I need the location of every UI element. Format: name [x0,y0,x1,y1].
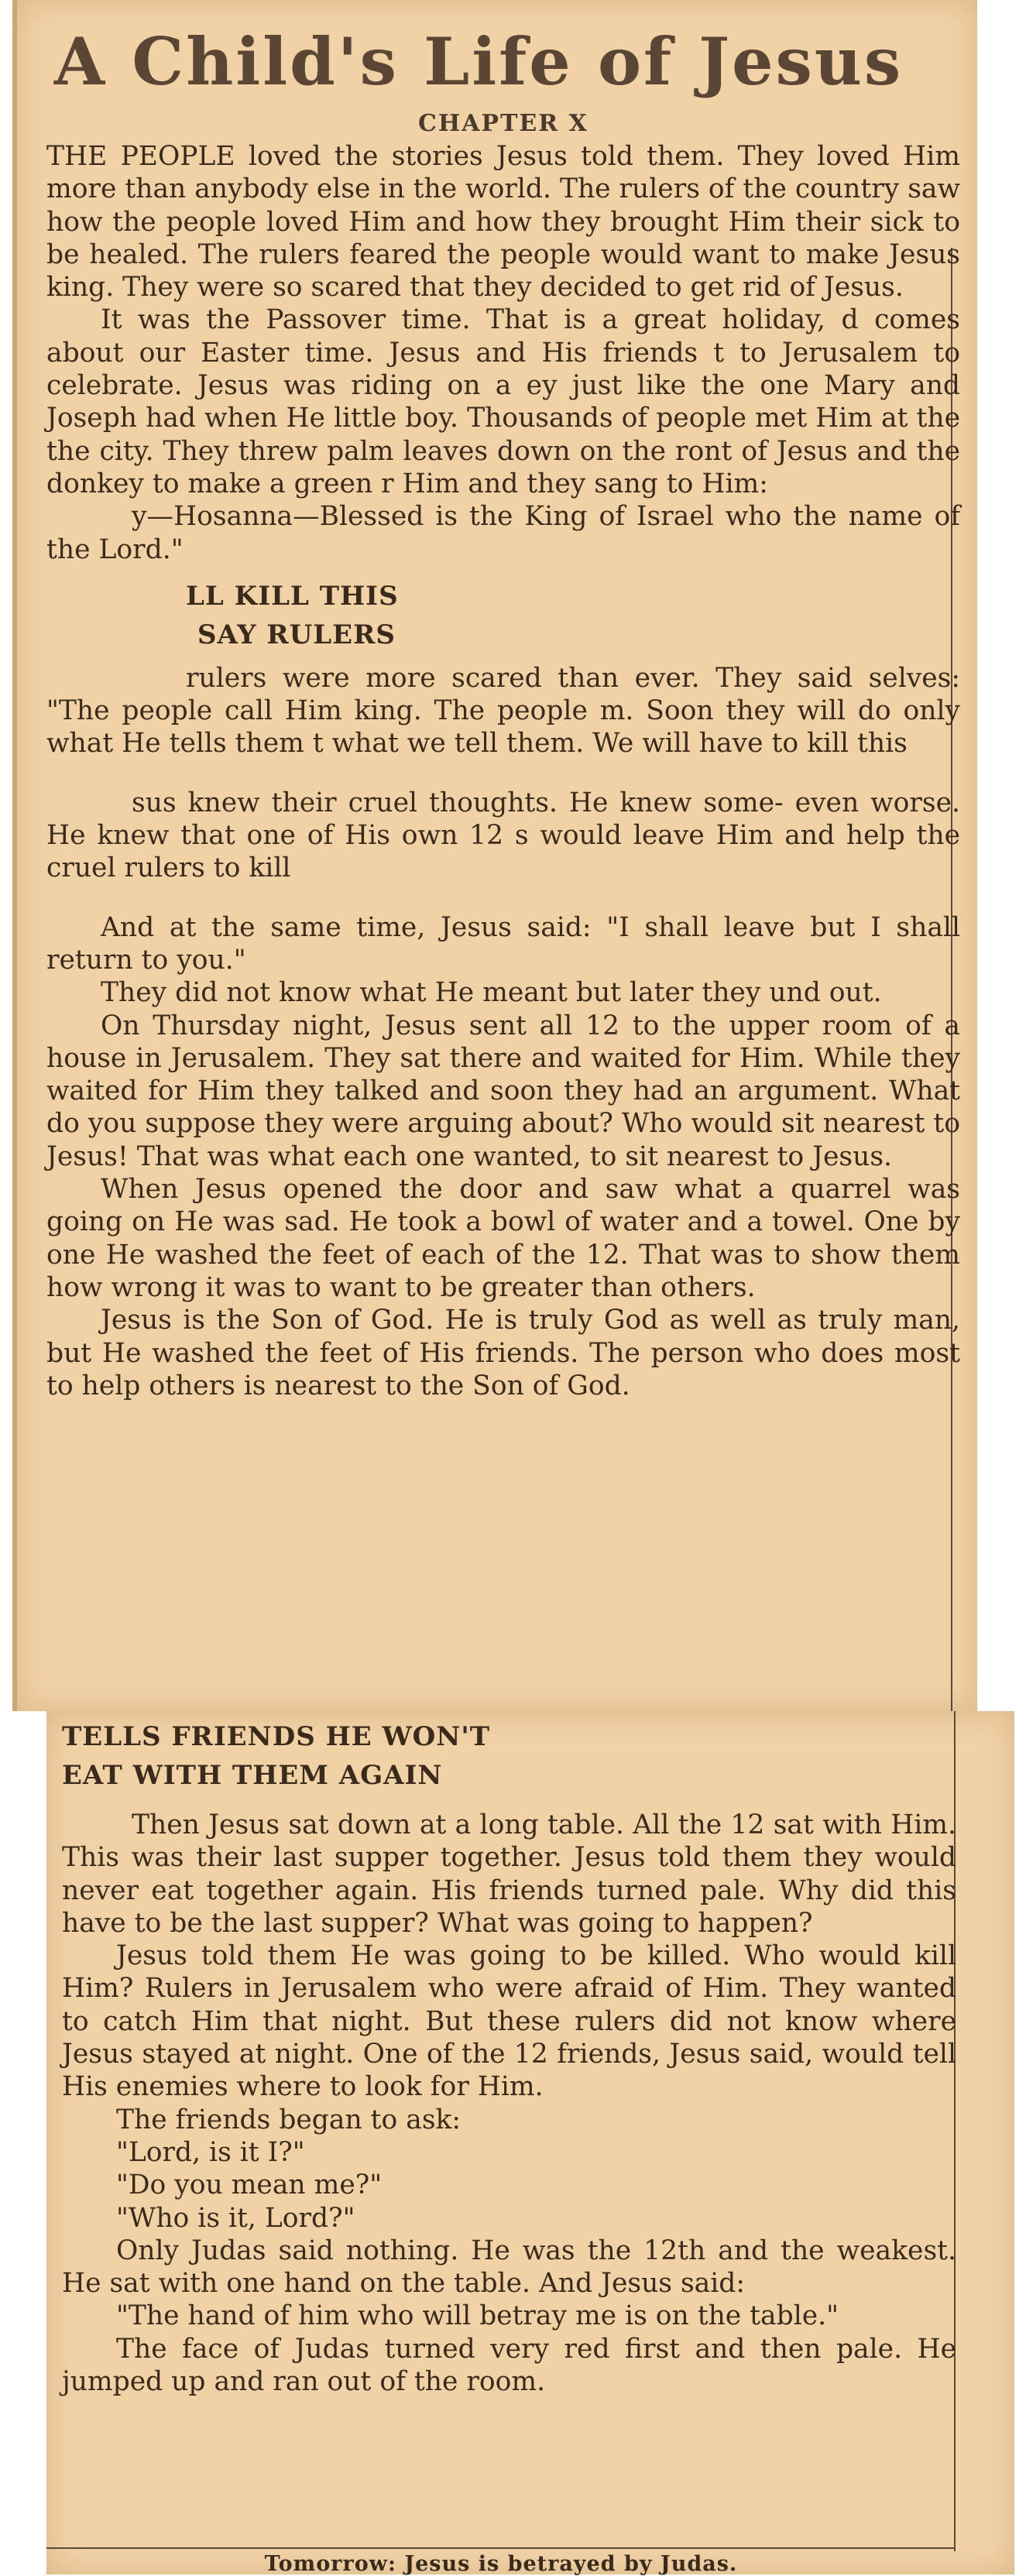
paragraph: rulers were more scared than ever. They said selves: "The people call Him king. The people m. Soon they will do only what He tells them t what we tell them. We will have to kill this [46,662,960,760]
paragraph: When Jesus opened the door and saw what a quarrel was going on He was sad. He took a bowl of water and a towel. One by one He washed the feet of each of the 12. That was to show them how wrong it was to want to be greater than others. [46,1174,960,1303]
subheading-line: TELLS FRIENDS HE WON'T [62,1721,491,1752]
paragraph: y—Hosanna—Blessed is the King of Israel who the name of the Lord." [46,501,960,565]
article-upper-column [46,0,960,1402]
paragraph: The face of Judas turned very red first and then pale. He jumped up and ran out of the room. [62,2333,956,2398]
paragraph: Then Jesus sat down at a long table. All the 12 sat with Him. This was their last supper together. Jesus told them they would never eat together again. His friends turned pale. Why did this have to be the last supper? What was going to happen? [62,1809,956,1939]
paragraph: THE PEOPLE loved the stories Jesus told them. They loved Him more than anybody else in the world. The rulers of the country saw how the people loved Him and how they brought Him their sick to be healed. The rulers feared the people would want to make Jesus king. They were so scared that they decided to get rid of Jesus. [46,141,961,304]
tomorrow-teaser: Tomorrow: Jesus is betrayed by Judas. [264,2552,738,2576]
subheading-line: EAT WITH THEM AGAIN [62,1760,443,1791]
subheading-line: LL KILL THIS [186,580,399,612]
paragraph: Only Judas said nothing. He was the 12th and the weakest. He sat with one hand on the table. And Jesus said: [62,2235,956,2300]
paragraph: They did not know what He meant but later they und out. [101,977,882,1009]
paragraph: And at the same time, Jesus said: "I shall leave but I shall return to you." [46,911,960,976]
paragraph: "The hand of him who will betray me is on the table." [116,2300,839,2332]
paragraph: "Who is it, Lord?" [116,2202,355,2234]
article-masthead: A Child's Life of Jesus [54,23,904,100]
paragraph: "Lord, is it I?" [116,2136,305,2168]
paragraph: The friends began to ask: [116,2104,462,2135]
paragraph: Jesus is the Son of God. He is truly God as well as truly man, but He washed the feet of His friends. The person who does most to help others is nearest to the Son of God. [46,1305,960,1401]
paragraph: On Thursday night, Jesus sent all 12 to the upper room of a house in Jerusalem. They sat there and waited for Him. While they waited for Him they talked and soon they had an argument. What do you suppose they were arguing about? Who would sit nearest to Jesus! That was what each one wanted, to sit nearest to Jesus. [46,1010,960,1172]
chapter-heading: CHAPTER X [418,110,588,137]
column-rule-bottom [46,2547,956,2549]
paragraph: Jesus told them He was going to be killed. Who would kill Him? Rulers in Jerusalem who were afraid of Him. They wanted to catch Him that night. But these rulers did not know where Jesus stayed at night. One of the 12 friends, Jesus said, would tell His enemies where to look for Him. [62,1940,956,2103]
paragraph: "Do you mean me?" [116,2170,383,2201]
paragraph: It was the Passover time. That is a great holiday, d comes about our Easter time. Jesus and His friends t to Jerusalem to celebrate. Jesus was riding on a ey just like the one Mary and Joseph had when He little boy. Thousands of people met Him at the the city. They threw palm leaves down on the ront of Jesus and the donkey to make a green r Him and they sang to Him: [46,304,960,499]
paragraph: sus knew their cruel thoughts. He knew some- even worse. He knew that one of His own 12 s would leave Him and help the cruel rulers to kill [46,787,960,884]
article-lower-column [62,1711,956,2398]
subheading-line: SAY RULERS [197,619,396,650]
